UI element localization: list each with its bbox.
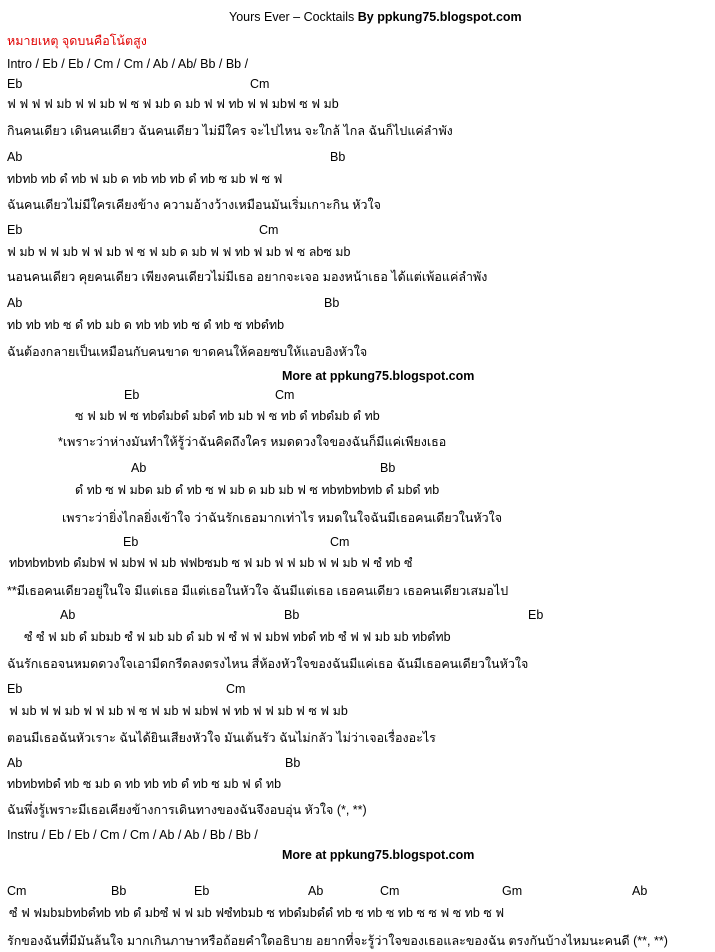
chord-label: Bb [380,461,396,475]
note-line: ฟ ฟ ฟ ฟ มb ฟ ฟ มb ฟ ซ ฟ มb ด มb ฟ ฟ ทb ฟ ฟ มbฟ ซ ฟ มb [7,97,339,111]
note-line: ฟ มb ฟ ฟ มb ฟ ฟ มb ฟ ซ ฟ มb ด มb ฟ ฟ ทb ฟ มb ฟ ซ ลbซ มb [7,245,351,259]
chord-label: Cm [330,535,350,549]
high-note-remark: หมายเหตุ จุดบนคือโน้ตสูง [7,34,147,48]
more-link: More at ppkung75.blogspot.com [282,848,475,862]
lyric-line: ฉันรักเธอจนหมดดวงใจเอามีดกรีดลงตรงไหน สี่ห้องหัวใจของฉันมีแค่เธอ ฉันมีเธอคนเดียวในหัวใจ [7,657,529,671]
note-line: ซํ ฟ ฟมbมbทbดํทb ทb ดํ มbซํ ฟ ฟ มb ฟซํทbมb ซ ทbดํมbดํดํ ทb ซ ทb ซ ทb ซ ซ ฟ ซ ทb ซ ฟ [9,906,505,920]
lyric-line: ฉันพึ่งรู้เพราะมีเธอเคียงข้างการเดินทางของฉันจึงอบอุ่น หัวใจ (*, **) [7,803,367,817]
chord-label: Cm [226,682,246,696]
note-line: ซํ ซํ ฟ มb ดํ มbมb ซํ ฟ มb มb ดํ มb ฟ ซํ ฟ ฟ มbฟ ทbดํ ทb ซํ ฟ ฟ มb มb ทbดํทb [24,630,451,644]
instru-line: Instru / Eb / Eb / Cm / Cm / Ab / Ab / Bb / Bb / [7,828,258,842]
lyric-line: ฉันต้องกลายเป็นเหมือนกับคนขาด ขาดคนให้คอยซบให้แอบอิงหัวใจ [7,345,368,359]
chord-label: Eb [124,388,140,402]
note-line: ทbทb ทb ดํ ทb ฟ มb ด ทb ทb ทb ดํ ทb ซ มb ฟ ซ ฟ [7,172,283,186]
chord-label: Cm [275,388,295,402]
chord-label: Bb [284,608,300,622]
lyric-line: เพราะว่ายิ่งไกลยิ่งเข้าใจ ว่าฉันรักเธอมากเท่าไร หมดในใจฉันมีเธอคนเดียวในหัวใจ [62,511,503,525]
lyric-line: นอนคนเดียว คุยคนเดียว เพียงคนเดียวไม่มีเธอ อยากจะเจอ มองหน้าเธอ ได้แต่เพ้อแค่ลำพัง [7,270,488,284]
lyric-line: รักของฉันที่มีมันล้นใจ มากเกินภาษาหรือถ้อยคำใดอธิบาย อยากที่จะรู้ว่าใจของเธอและของฉัน ตรงกันบ้างไหมนะคนดี (**, **) [7,934,668,948]
chord-label: Ab [308,884,324,898]
chord-label: Bb [285,756,301,770]
note-line: ทbทbทbทb ดํมbฟ ฟ มbฟ ฟ มb ฟฟbซมb ซ ฟ มb ฟ ฟ มb ฟ ฟ มb ฟ ซํ ทb ซํ [9,556,413,570]
chord-label: Ab [60,608,76,622]
chord-label: Cm [259,223,279,237]
lyric-line: กินคนเดียว เดินคนเดียว ฉันคนเดียว ไม่มีใคร จะไปไหน จะใกล้ ไกล ฉันก็ไปแค่ลำพัง [7,124,453,138]
chord-label: Eb [7,223,23,237]
note-line: ดํ ทb ซ ฟ มbด มb ดํ ทb ซ ฟ มb ด มb มb ฟ ซ ทbทbทbทb ดํ มbดํ ทb [75,483,440,497]
chord-label: Cm [250,77,270,91]
chord-label: Ab [7,756,23,770]
chord-label: Ab [632,884,648,898]
chord-label: Ab [7,150,23,164]
more-link: More at ppkung75.blogspot.com [282,369,475,383]
lyric-line: **มีเธอคนเดียวอยู่ในใจ มีแต่เธอ มีแต่เธอในหัวใจ ฉันมีแต่เธอ เธอคนเดียว เธอคนเดียวเสมอไป [7,584,509,598]
note-line: ฟ มb ฟ ฟ มb ฟ ฟ มb ฟ ซ ฟ มb ฟ มbฟ ฟ ทb ฟ ฟ มb ฟ ซ ฟ มb [9,704,348,718]
chord-label: Bb [324,296,340,310]
note-line: ทbทbทbดํ ทb ซ มb ด ทb ทb ทb ดํ ทb ซ มb ฟ ดํ ทb [7,777,282,791]
source-credit: By ppkung75.blogspot.com [357,10,522,24]
chord-label: Eb [194,884,210,898]
chord-label: Bb [111,884,127,898]
song-title: Yours Ever – Cocktails [229,10,358,24]
lyric-line: ตอนมีเธอฉันหัวเราะ ฉันได้ยินเสียงหัวใจ มันเต้นรัว ฉันไม่กลัว ไม่ว่าเจอเรื่องอะไร [7,731,436,745]
chord-label: Bb [330,150,346,164]
chord-label: Cm [7,884,27,898]
intro-line: Intro / Eb / Eb / Cm / Cm / Ab / Ab/ Bb / Bb / [7,57,249,71]
chord-label: Eb [528,608,544,622]
chord-label: Ab [7,296,23,310]
lyric-line: ฉันคนเดียวไม่มีใครเคียงข้าง ความอ้างว้างเหมือนมันเริ่มเกาะกิน หัวใจ [7,198,381,212]
chord-label: Ab [131,461,147,475]
chord-label: Eb [7,682,23,696]
chord-label: Gm [502,884,523,898]
chord-label: Eb [7,77,23,91]
chord-label: Eb [123,535,139,549]
page-title [229,10,522,25]
chord-label: Cm [380,884,400,898]
note-line: ทb ทb ทb ซ ดํ ทb มb ด ทb ทb ทb ซ ดํ ทb ซ ทbดํทb [7,318,285,332]
note-line: ซ ฟ มb ฟ ซ ทbดํมbดํ มbดํ ทb มb ฟ ซ ทb ดํ ทbดํมb ดํ ทb [75,409,380,423]
lyric-line: *เพราะว่าห่างมันทำให้รู้ว่าฉันคิดถึงใคร หมดดวงใจของฉันก็มีแค่เพียงเธอ [58,435,447,449]
